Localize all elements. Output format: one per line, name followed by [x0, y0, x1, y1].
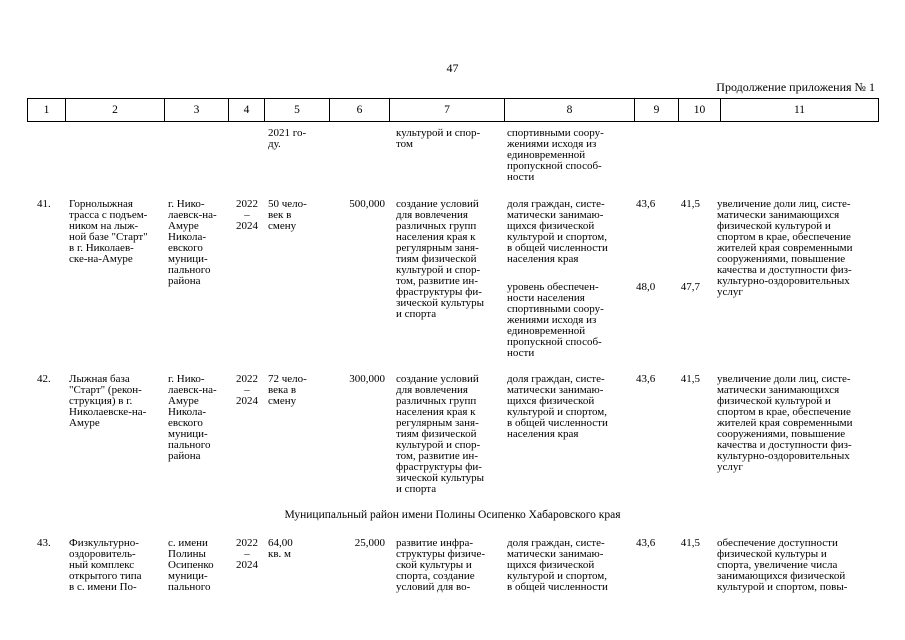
column-number-9: 9	[635, 99, 679, 122]
continued-goal: культурой и спор- том	[396, 127, 481, 150]
column-number-7: 7	[390, 99, 505, 122]
object-goal: создание условий для вовлечения различных групп населения края к регулярным заня- тиям физической культурой и спор- том, развитие ин- фраструктуры фи- зической культуры и спорта	[396, 373, 485, 495]
continued-capacity: 2021 го- ду.	[268, 127, 307, 150]
row-number: 42.	[37, 373, 51, 385]
object-location: с. имени Полины Осипенко муници- пального	[168, 537, 214, 593]
object-goal: создание условий для вовлечения различных групп населения края к регулярным заня- тиям физической культурой и спор- том, развитие ин- фраструктуры фи- зической культуры и спорта	[396, 198, 485, 320]
indicator-text: уровень обеспечен- ности населения спортивными соору- жениями исходя из единовременной пропускной способ- ности	[507, 281, 604, 359]
object-location: г. Нико- лаевск-на- Амуре Никола- евского муници- пального района	[168, 198, 217, 287]
object-capacity: 50 чело- век в смену	[268, 198, 307, 232]
appendix-caption: Продолжение приложения № 1	[716, 80, 875, 94]
indicator-base-value: 43,6	[636, 198, 656, 210]
column-number-1: 1	[28, 99, 66, 122]
object-name: Физкультурно- оздоровитель- ный комплекс открытого типа в с. имени По-	[69, 537, 142, 593]
object-capacity: 72 чело- века в смену	[268, 373, 307, 407]
implementation-years: 2022 – 2024	[236, 537, 258, 571]
column-number-8: 8	[505, 99, 635, 122]
expected-result: обеспечение доступности физической культуры и спорта, увеличение числа занимающихся физической культурой и спортом, повы-	[717, 537, 848, 593]
row-number: 43.	[37, 537, 51, 549]
implementation-years: 2022 – 2024	[236, 373, 258, 407]
column-number-2: 2	[66, 99, 165, 122]
column-number-3: 3	[165, 99, 229, 122]
expected-result: увеличение доли лиц, систе- матически занимающихся физической культурой и спортом в крае, обеспечение жителей края современными сооружениями, повышение качества и доступности физ- культурно-оздоровительных услуг	[717, 198, 853, 298]
column-number-5: 5	[265, 99, 330, 122]
estimated-cost: 300,000	[349, 373, 385, 385]
estimated-cost: 25,000	[354, 537, 385, 549]
object-location: г. Нико- лаевск-на- Амуре Никола- евского муници- пального района	[168, 373, 217, 462]
column-header-table	[27, 98, 879, 122]
object-capacity: 64,00 кв. м	[268, 537, 293, 560]
object-name: Горнолыжная трасса с подъем- ником на лыж- ной базе "Старт" в г. Николаев- ске-на-Амуре	[69, 198, 148, 265]
column-number-6: 6	[330, 99, 390, 122]
column-number-10: 10	[679, 99, 721, 122]
page-number: 47	[446, 61, 459, 75]
indicator-target-value: 47,7	[680, 281, 700, 293]
indicator-base-value: 43,6	[636, 537, 656, 549]
indicator-text: доля граждан, систе- матически занимаю- щихся физической культурой и спортом, в общей численности населения края	[507, 373, 608, 440]
column-number-11: 11	[721, 99, 879, 122]
indicator-base-value: 43,6	[636, 373, 656, 385]
expected-result: увеличение доли лиц, систе- матически занимающихся физической культурой и спортом в крае, обеспечение жителей края современными сооружениями, повышение качества и доступности физ- культурно-оздоровительных услуг	[717, 373, 853, 473]
estimated-cost: 500,000	[349, 198, 385, 210]
column-number-4: 4	[229, 99, 265, 122]
implementation-years: 2022 – 2024	[236, 198, 258, 232]
continued-indicator: спортивными соору- жениями исходя из единовременной пропускной способ- ности	[507, 127, 604, 183]
indicator-base-value: 48,0	[636, 281, 656, 293]
indicator-text: доля граждан, систе- матически занимаю- щихся физической культурой и спортом, в общей численности	[507, 537, 608, 593]
indicator-target-value: 41,5	[680, 198, 700, 210]
indicator-target-value: 41,5	[680, 373, 700, 385]
object-name: Лыжная база "Старт" (рекон- струкция) в г. Николаевске-на- Амуре	[69, 373, 147, 429]
section-title: Муниципальный район имени Полины Осипенко Хабаровского края	[284, 509, 621, 521]
indicator-text: доля граждан, систе- матически занимаю- щихся физической культурой и спортом, в общей численности населения края	[507, 198, 608, 265]
indicator-target-value: 41,5	[680, 537, 700, 549]
object-goal: развитие инфра- структуры физиче- ской культуры и спорта, создание условий для во-	[396, 537, 486, 593]
row-number: 41.	[37, 198, 51, 210]
